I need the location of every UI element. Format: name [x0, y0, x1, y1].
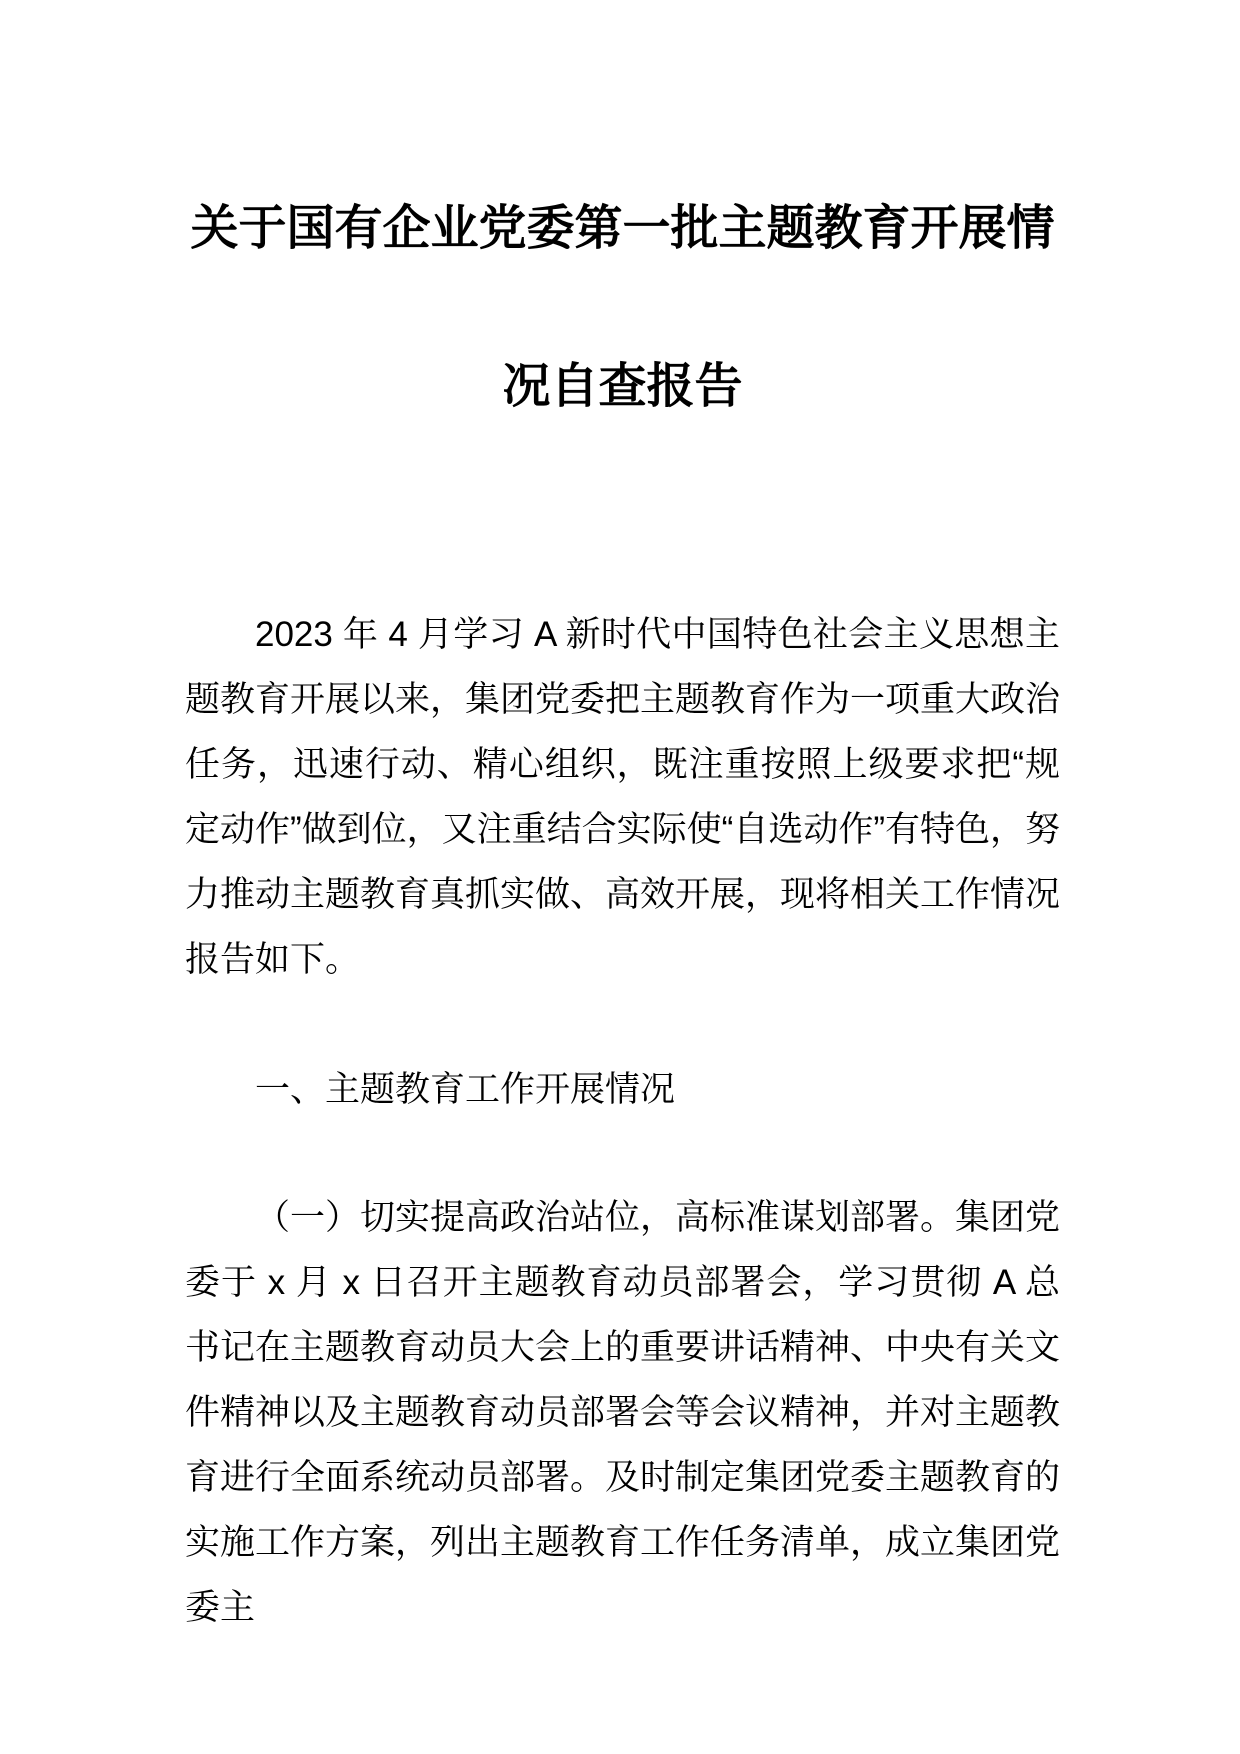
section-1-paragraph: （一）切实提高政治站位，高标准谋划部署。集团党委于 x 月 x 日召开主题教育动员部署会，学习贯彻 A 总书记在主题教育动员大会上的重要讲话精神、中央有关文件精神以及主题教育动员部署会等会议精神，并对主题教育进行全面系统动员部署。及时制定集团党委主题教育的实施工作方案，列出主题教育工作任务清单，成立集团党委主 [185, 1198, 1061, 1627]
section-1-heading: 一、主题教育工作开展情况 [255, 1070, 676, 1109]
document-title: 关于国有企业党委第一批主题教育开展情况自查报告 [190, 202, 1055, 413]
intro-paragraph: 2023 年 4 月学习 A 新时代中国特色社会主义思想主题教育开展以来，集团党委把主题教育作为一项重大政治任务，迅速行动、精心组织，既注重按照上级要求把“规定动作”做到位，又注重结合实际使“自选动作”有特色，努力推动主题教育真抓实做、高效开展，现将相关工作情况报告如下。 [185, 615, 1061, 979]
